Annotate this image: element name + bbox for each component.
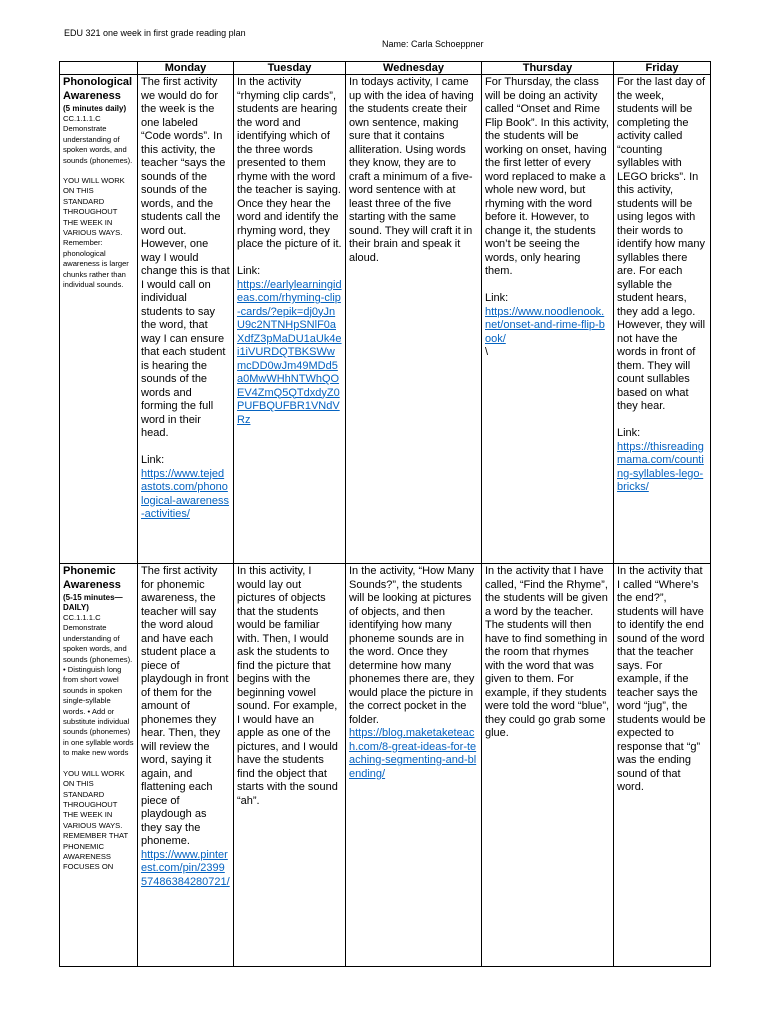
link-label: Link:	[617, 427, 641, 439]
row-standard: CC.1.1.1.C Demonstrate understanding of spoken words, and sounds (phonemes). • Distinguish long from short vowel sounds in spoken single-syllable words. • Add or substitute individual sounds (phonemes) in one syllable words to make new words	[63, 613, 134, 758]
link-label: Link:	[237, 265, 261, 277]
header-thursday: Thursday	[482, 62, 614, 75]
row-time: (5-15 minutes— DAILY)	[63, 593, 123, 612]
activity-link[interactable]: https://www.noodlenook.net/onset-and-rime-flip-book/	[485, 305, 605, 345]
header-friday: Friday	[614, 62, 711, 75]
table-row-phonological	[60, 75, 711, 564]
link-label: Link:	[485, 292, 509, 304]
cell-phonemic-tuesday	[234, 564, 346, 967]
activity-link[interactable]: https://www.tejedastots.com/phonological-awareness-activities/	[141, 467, 230, 520]
cell-phonological-monday	[138, 75, 234, 564]
reading-plan-table	[59, 61, 711, 967]
activity-link[interactable]: https://blog.maketaketeach.com/8-great-ideas-for-teaching-segmenting-and-blending/	[349, 727, 477, 780]
activity-text: In the activity that I called “Where’s the end?”, students will have to identify the end sound of the word that the teacher says. For example, if the teacher says the word “jug”, the students would be expected to response that “g” was the ending sound of that word.	[617, 565, 706, 793]
row-header-phonological	[60, 75, 138, 564]
stray-backslash: \	[485, 346, 489, 358]
student-name: Name: Carla Schoeppner	[382, 39, 484, 49]
header-corner	[60, 62, 138, 75]
activity-link[interactable]: https://earlylearningideas.com/rhyming-clip-cards/?epik=dj0yJnU9c2NTNHpSNlF0aXdfZ3pMaDU1aUk4ei1iVURDQTBKSWwmcDD0wJm49MDd5a0MwWHhNTWhQOEV4ZmQ5QTdxdyZ0PUFBQUFBR1VNdVRz	[237, 278, 342, 426]
header-row	[60, 62, 711, 75]
cell-phonemic-monday	[138, 564, 234, 967]
header-monday: Monday	[138, 62, 234, 75]
cell-phonological-friday	[614, 75, 711, 564]
cell-phonological-wednesday	[346, 75, 482, 564]
row-title: Phonemic Awareness	[63, 565, 121, 591]
document-title: EDU 321 one week in first grade reading plan	[64, 28, 246, 38]
row-note: YOU WILL WORK ON THIS STANDARD THROUGHOUT THE WEEK IN VARIOUS WAYS. REMEMBER THAT PHONEMIC AWARENESS FOCUSES ON	[63, 768, 128, 872]
activity-text: The first activity for phonemic awareness, the teacher will say the word aloud and have each student place a piece of playdough in front of them for the amount of phonemes they hear. Then, they will review the word, saying it again, and flattening each piece of playdough as they say the phoneme.	[141, 565, 229, 847]
activity-text: In the activity that I have called, “Find the Rhyme”, the students will be given a word by the teacher. The students will then have to find something in the room that rhymes with the word that was given to them. For example, if they students were told the word “blue”, they could go grab some glue.	[485, 565, 610, 739]
cell-phonemic-wednesday	[346, 564, 482, 967]
cell-phonemic-thursday	[482, 564, 614, 967]
cell-phonological-thursday	[482, 75, 614, 564]
cell-phonemic-friday	[614, 564, 711, 967]
row-header-phonemic	[60, 564, 138, 967]
activity-text: In this activity, I would lay out pictures of objects that the students would be familiar with. Then, I would ask the students to find the picture that begins with the beginning vowel sound. For example, I would have an apple as one of the pictures, and I would have the students find the object that starts with the sound “ah”.	[237, 565, 338, 807]
table-row-phonemic	[60, 564, 711, 967]
activity-text: For Thursday, the class will be doing an activity called “Onset and Rime Flip Book”. In this activity, the students will be working on onset, having the first letter of every word replaced to make a whole new word, but rhyming with the word before it. However, to change it, the students won’t be seeing the words, only hearing them.	[485, 76, 609, 277]
activity-link[interactable]: https://thisreadingmama.com/counting-syllables-lego-bricks/	[617, 440, 704, 493]
row-note: YOU WILL WORK ON THIS STANDARD THROUGHOUT THE WEEK IN VARIOUS WAYS. Remember: phonological awareness is larger chunks rather than individual sounds.	[63, 176, 129, 290]
activity-text: In todays activity, I came up with the idea of having the students create their own sentence, making sure that it contains alliteration. Using words they know, they are to craft a minimum of a five-word sentence with at least three of the five starting with the same sound. They will craft it in their brain and speak it aloud.	[349, 76, 474, 264]
activity-text: The first activity we would do for the week is the one labeled “Code words”. In this activity, the teacher “says the sounds of the sounds of the words, and the students call the word out. However, one way I would change this is that I would call on individual students to say the word, that way I can ensure that each student is hearing the sounds of the words and forming the full word in their head.	[141, 76, 230, 439]
header-tuesday: Tuesday	[234, 62, 346, 75]
cell-phonological-tuesday	[234, 75, 346, 564]
link-label: Link:	[141, 454, 165, 466]
row-time: (5 minutes daily)	[63, 104, 127, 113]
activity-text: In the activity “rhyming clip cards”, students are hearing the word and identifying which of the three words presented to them rhyme with the word the teacher is saying. Once they hear the word and identify the rhyming word, they place the picture of it.	[237, 76, 342, 250]
activity-text: For the last day of the week, students will be completing the activity called “counting syllables with LEGO bricks”. In this activity, students will be using legos with their words to identify how many syllables there are. For each syllable the student hears, they add a lego. However, they will not have the words in front of them. They will count sullables based on what they hear.	[617, 76, 706, 412]
header-wednesday: Wednesday	[346, 62, 482, 75]
row-title: Phonological Awareness	[63, 76, 133, 102]
activity-link[interactable]: https://www.pinterest.com/pin/239957486384280721/	[141, 848, 230, 888]
activity-text: In the activity, “How Many Sounds?”, the students will be looking at pictures of objects, and then identifying how many phoneme sounds are in the word. Once they determine how many phonemes there are, they would place the picture in the correct pocket in the folder.	[349, 565, 475, 726]
row-standard: CC.1.1.1.C Demonstrate understanding of spoken words, and sounds (phonemes).	[63, 114, 133, 165]
